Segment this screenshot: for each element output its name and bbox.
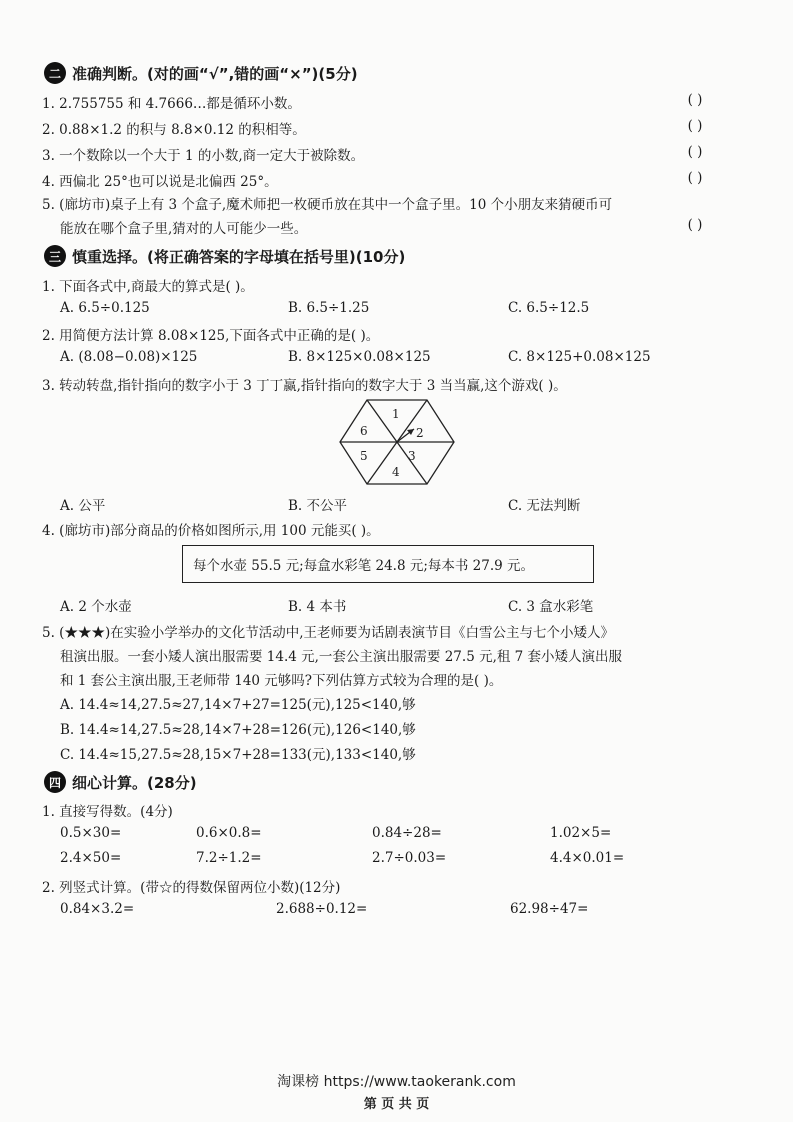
section-4-badge: 四 <box>44 771 66 793</box>
price-box <box>182 545 594 583</box>
choice-q1-option-b[interactable]: B. 6.5÷1.25 <box>288 300 370 316</box>
choice-q2-option-c[interactable]: C. 8×125+0.08×125 <box>508 349 651 365</box>
answer-paren-2[interactable]: ( ) <box>687 118 703 134</box>
spinner-number-1: 1 <box>392 407 400 421</box>
choice-q2-option-b[interactable]: B. 8×125×0.08×125 <box>288 349 431 365</box>
spinner-number-6: 6 <box>360 424 368 438</box>
choice-q5-option-a[interactable]: A. 14.4≈14,27.5≈27,14×7+27=125(元),125<140,够 <box>60 697 416 713</box>
mental-calc-2[interactable]: 0.6×0.8= <box>196 825 262 841</box>
vertical-calc-3[interactable]: 62.98÷47= <box>510 901 589 917</box>
choice-q3-stem: 3. 转动转盘,指针指向的数字小于 3 丁丁赢,指针指向的数字大于 3 当当赢,这个游戏( )。 <box>42 378 567 394</box>
judge-item-1: 1. 2.755755 和 4.7666…都是循环小数。 <box>42 96 301 112</box>
choice-q2-stem: 2. 用简便方法计算 8.08×125,下面各式中正确的是( )。 <box>42 328 380 344</box>
calc-q2-stem: 2. 列竖式计算。(带☆的得数保留两位小数)(12分) <box>42 880 341 896</box>
choice-q5-line-2: 租演出服。一套小矮人演出服需要 14.4 元,一套公主演出服需要 27.5 元,租 7 套小矮人演出服 <box>60 649 623 665</box>
choice-q1-stem: 1. 下面各式中,商最大的算式是( )。 <box>42 279 254 295</box>
answer-paren-3[interactable]: ( ) <box>687 144 703 160</box>
judge-item-2: 2. 0.88×1.2 的积与 8.8×0.12 的积相等。 <box>42 122 306 138</box>
choice-q5-line-3: 和 1 套公主演出服,王老师带 140 元够吗?下列估算方式较为合理的是( )。 <box>60 673 503 689</box>
price-box-text: 每个水壶 55.5 元;每盒水彩笔 24.8 元;每本书 27.9 元。 <box>193 558 535 574</box>
choice-q3-option-a[interactable]: A. 公平 <box>60 498 106 514</box>
spinner-number-5: 5 <box>360 449 368 463</box>
mental-calc-3[interactable]: 0.84÷28= <box>372 825 442 841</box>
choice-q4-stem: 4. (廊坊市)部分商品的价格如图所示,用 100 元能买( )。 <box>42 523 380 539</box>
choice-q3-option-b[interactable]: B. 不公平 <box>288 498 348 514</box>
choice-q4-option-a[interactable]: A. 2 个水壶 <box>60 599 132 615</box>
mental-calc-4[interactable]: 1.02×5= <box>550 825 612 841</box>
answer-paren-4[interactable]: ( ) <box>687 170 703 186</box>
section-3-title: 慎重选择。(将正确答案的字母填在括号里)(10分) <box>72 248 406 266</box>
judge-item-5: 5. (廊坊市)桌子上有 3 个盒子,魔术师把一枚硬币放在其中一个盒子里。10 个小朋友来猜硬币可 <box>42 197 613 213</box>
mental-calc-6[interactable]: 7.2÷1.2= <box>196 850 262 866</box>
mental-calc-7[interactable]: 2.7÷0.03= <box>372 850 447 866</box>
answer-paren-5[interactable]: ( ) <box>687 217 703 233</box>
footer-page-number: 第 页 共 页 <box>363 1097 430 1112</box>
vertical-calc-2[interactable]: 2.688÷0.12= <box>276 901 368 917</box>
judge-item-5-cont: 能放在哪个盒子里,猜对的人可能少一些。 <box>60 221 308 237</box>
choice-q5-option-b[interactable]: B. 14.4≈14,27.5≈28,14×7+28=126(元),126<140,够 <box>60 722 416 738</box>
judge-item-3: 3. 一个数除以一个大于 1 的小数,商一定大于被除数。 <box>42 148 365 164</box>
section-4-title: 细心计算。(28分) <box>72 774 197 792</box>
section-2-title: 准确判断。(对的画“√”,错的画“×”)(5分) <box>72 65 358 83</box>
choice-q1-option-a[interactable]: A. 6.5÷0.125 <box>60 300 150 316</box>
choice-q5-line-1: 5. (★★★)在实验小学举办的文化节活动中,王老师要为话剧表演节目《白雪公主与七个小矮人》 <box>42 625 614 641</box>
choice-q4-option-c[interactable]: C. 3 盒水彩笔 <box>508 599 594 615</box>
vertical-calc-1[interactable]: 0.84×3.2= <box>60 901 135 917</box>
spinner-number-4: 4 <box>392 465 400 479</box>
choice-q3-option-c[interactable]: C. 无法判断 <box>508 498 581 514</box>
calc-q1-stem: 1. 直接写得数。(4分) <box>42 804 173 820</box>
spinner-diagram <box>338 398 456 486</box>
judge-item-4: 4. 西偏北 25°也可以说是北偏西 25°。 <box>42 174 278 190</box>
mental-calc-1[interactable]: 0.5×30= <box>60 825 122 841</box>
section-3-badge: 三 <box>44 245 66 267</box>
choice-q5-option-c[interactable]: C. 14.4≈15,27.5≈28,15×7+28=133(元),133<140,够 <box>60 747 416 763</box>
footer-site: 淘课榜 https://www.taokerank.com <box>277 1074 516 1090</box>
choice-q2-option-a[interactable]: A. (8.08−0.08)×125 <box>60 349 198 365</box>
mental-calc-5[interactable]: 2.4×50= <box>60 850 122 866</box>
answer-paren-1[interactable]: ( ) <box>687 92 703 108</box>
spinner-number-3: 3 <box>408 449 416 463</box>
spinner-number-2: 2 <box>416 426 424 440</box>
mental-calc-8[interactable]: 4.4×0.01= <box>550 850 625 866</box>
choice-q1-option-c[interactable]: C. 6.5÷12.5 <box>508 300 590 316</box>
section-2-badge: 二 <box>44 62 66 84</box>
choice-q4-option-b[interactable]: B. 4 本书 <box>288 599 347 615</box>
